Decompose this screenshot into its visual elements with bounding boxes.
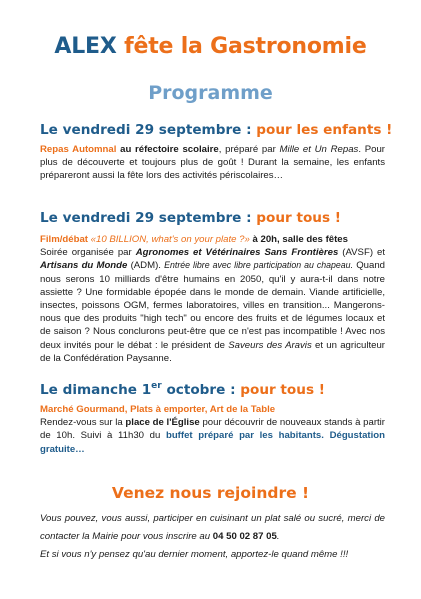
section3-buffet: buffet préparé par les habitants. (165, 430, 324, 442)
section1-text2: . Pour plus de découverte et toujours plus de goût ! (40, 144, 385, 169)
section1-audience: pour les enfants ! (256, 122, 393, 138)
section2-org1: Agronomes et Vétérinaires Sans Frontières (135, 247, 339, 259)
section1-text3: Durant la semaine, les enfants prépareront aussi la fête lors des activités périscolaires… (40, 157, 385, 182)
section3-market: Marché Gourmand, Plats à emporter, Art de la Table (40, 404, 276, 415)
page-subtitle: Programme (148, 82, 273, 104)
mairie-phone: 04 50 02 87 05 (212, 531, 277, 542)
section3-date: Le dimanche 1 (40, 382, 152, 398)
section2-audience: pour tous ! (256, 210, 342, 226)
title-alex: ALEX (54, 34, 117, 59)
section2-entry-note: Entrée libre avec libre participation au chapeau. (164, 260, 354, 271)
section1-location: au réfectoire scolaire (120, 144, 219, 155)
section2-org2-abbr: (ADM). (130, 260, 161, 272)
section2-body (40, 233, 385, 365)
section2-film-label: Film/débat (40, 234, 88, 245)
section2-text1: Soirée organisée par (40, 247, 132, 259)
page-title (0, 34, 421, 59)
closing-text1: Vous pouvez, vous aussi, participer en cuisinant un plat salé ou sucré, merci de contacter la Mairie pour vous inscrire au (40, 513, 385, 542)
section3-heading (40, 381, 325, 398)
call-to-action: Venez nous rejoindre ! (111, 484, 310, 502)
section2-org1-abbr: (AVSF) et (342, 247, 386, 259)
section2-film-title: «10 BILLION, what's on your plate ?» (90, 234, 250, 245)
section1-body (40, 143, 385, 183)
section2-heading (40, 210, 341, 226)
title-gastronomie: fête la Gastronomie (124, 34, 367, 59)
section1-event: Repas Automnal (40, 144, 117, 155)
section3-text1: Rendez-vous sur la (40, 417, 123, 429)
section2-guest1: Saveurs des Aravis (228, 339, 312, 351)
section3-tasting: Dégustation gratuite… (40, 430, 385, 455)
section2-date: Le vendredi 29 septembre : (40, 210, 252, 226)
section2-text3: et un agriculteur de la Confédération Paysanne. (40, 339, 385, 364)
section3-audience: pour tous ! (240, 382, 325, 398)
section1-partner: Mille et Un Repas (279, 144, 359, 155)
section2-org2: Artisans du Monde (40, 260, 128, 272)
section3-text2: pour découvrir de nouveaux stands à partir de 10h. Suivi à 11h30 du (40, 417, 386, 442)
section3-body (40, 403, 385, 456)
section3-place: place de l'Église (125, 417, 200, 429)
closing-text (40, 510, 385, 564)
section3-date-rest: octobre : (166, 382, 236, 398)
section2-film-time: à 20h, salle des fêtes (252, 234, 348, 245)
section1-text1: , préparé par (218, 144, 276, 155)
closing-text1-end: . (276, 531, 280, 542)
closing-text2: Et si vous n'y pensez qu'au dernier moment, apportez-le quand même !!! (40, 549, 349, 560)
section1-date: Le vendredi 29 septembre : (40, 122, 252, 138)
section1-heading (40, 122, 392, 138)
section3-date-sup: er (151, 381, 162, 391)
section2-text2: Quand nous serons 10 milliards d'être humains en 2050, qu'il y aura-t-il dans notre assiette ? Une formidable épopée dans le monde de demain. Viande artificielle, insectes, poissons OGM, fermes laboratoires, villes en transition... Mangerons-nous que des produits "high tech" ou encore des fruits et de légumes locaux et de saison ? Nous conclurons peut-être que ce n'est pas incompatible ! Avec nos deux invités pour le débat : le président de (40, 260, 386, 351)
